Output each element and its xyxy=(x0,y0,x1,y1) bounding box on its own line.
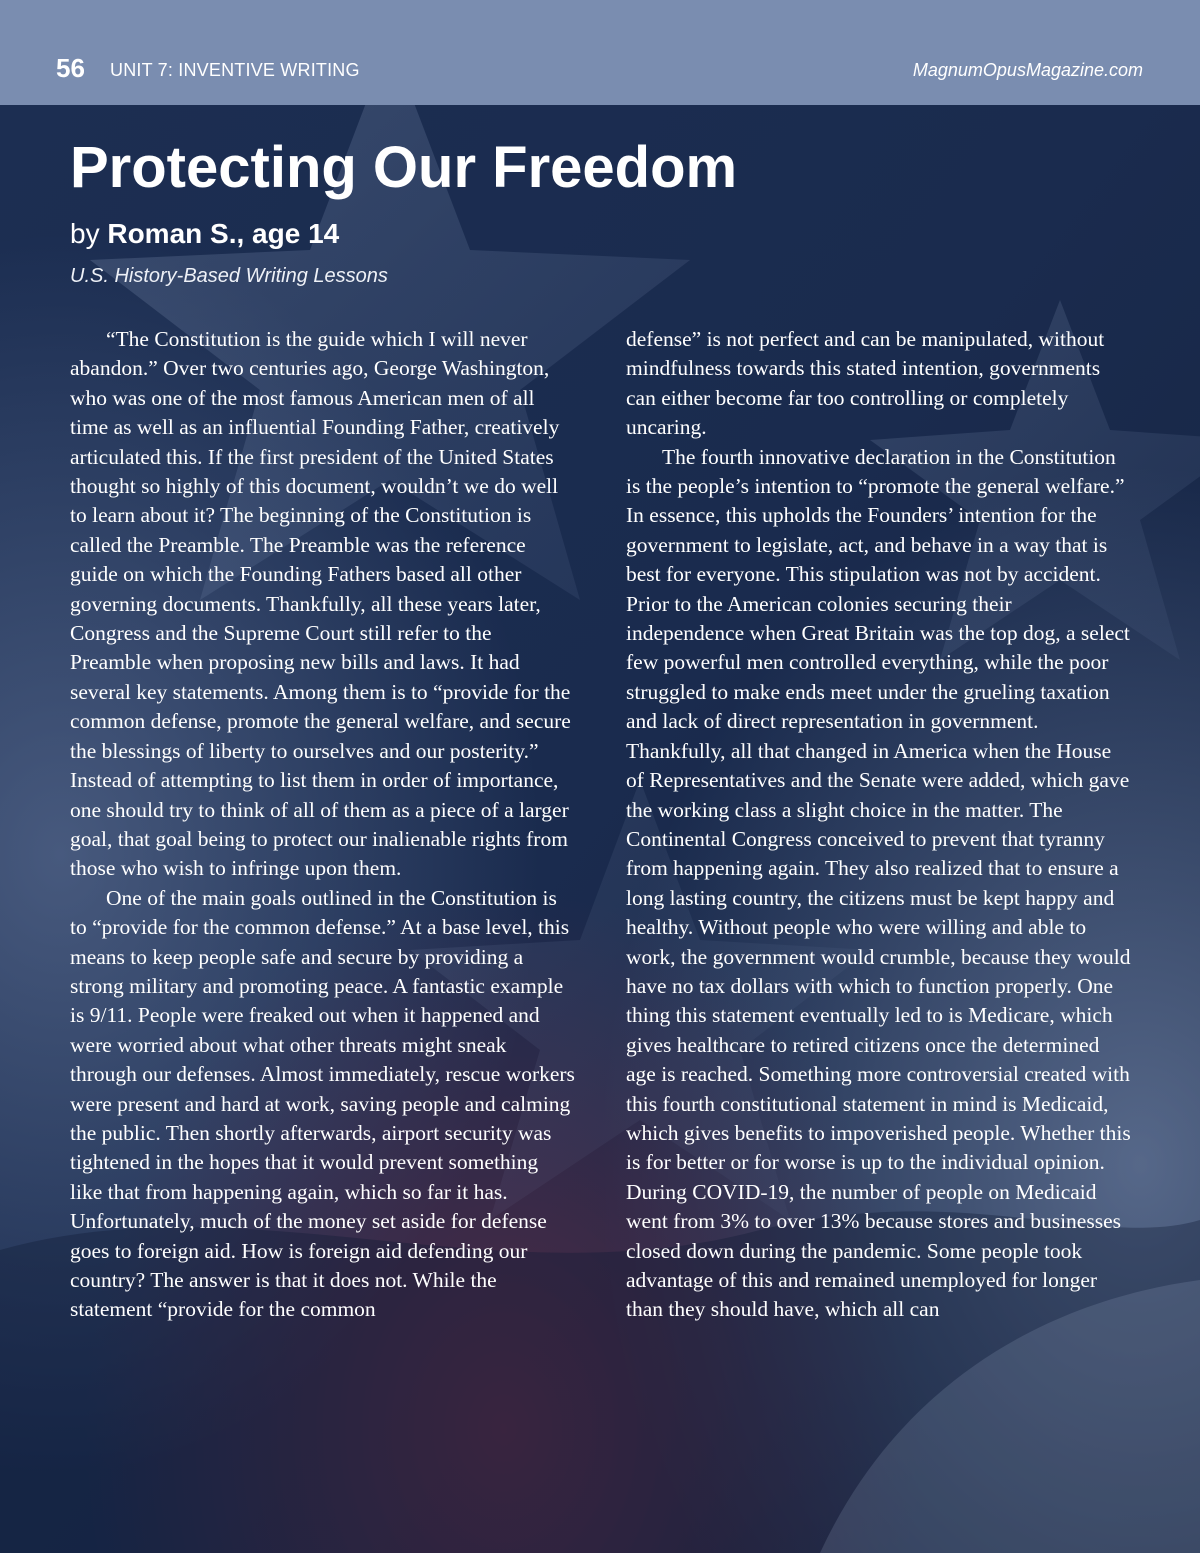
article-column-right xyxy=(626,325,1131,1325)
paragraph: defense” is not perfect and can be manipulated, without mindfulness towards this stated intention, governments can either become far too controlling or completely uncaring. xyxy=(626,327,1105,440)
byline xyxy=(70,214,339,254)
page-header xyxy=(0,0,1200,105)
article-column-left xyxy=(70,325,575,1325)
paragraph: “The Constitution is the guide which I will never abandon.” Over two centuries ago, George Washington, who was one of the most famous American men of all time as well as an influential Founding Father, creatively articulated this. If the first president of the United States thought so highly of this document, wouldn’t we do well to learn about it? The beginning of the Constitution is called the Preamble. The Preamble was the reference guide on which the Founding Fathers based all other governing documents. Thankfully, all these years later, Congress and the Supreme Court still refer to the Preamble when proposing new bills and laws. It had several key statements. Among them is to “provide for the common defense, promote the general welfare, and secure the blessings of liberty to ourselves and our posterity.” Instead of attempting to list them in order of importance, one should try to think of all of them as a piece of a larger goal, that goal being to protect our inalienable rights from those who wish to infringe upon them. xyxy=(70,327,571,881)
paragraph: The fourth innovative declaration in the Constitution is the people’s intention to “promote the general welfare.” In essence, this upholds the Founders’ intention for the government to legislate, act, and behave in a way that is best for everyone. This stipulation was not by accident. Prior to the American colonies securing their independence when Great Britain was the top dog, a select few powerful men controlled everything, while the poor struggled to make ends meet under the grueling taxation and lack of direct representation in government. Thankfully, all that changed in America when the House of Representatives and the Senate were added, which gave the working class a slight choice in the matter. The Continental Congress conceived to prevent that tyranny from happening again. They also realized that to ensure a long lasting country, the citizens must be kept happy and healthy. Without people who were willing and able to work, the government would crumble, because they would have no tax dollars with which to function properly. One thing this statement eventually led to is Medicare, which gives healthcare to retired citizens once the determined age is reached. Something more controversial created with this fourth constitutional statement in mind is Medicaid, which gives benefits to impoverished people. Whether this is for better or for worse is up to the individual opinion. During COVID-19, the number of people on Medicaid went from 3% to over 13% because stores and businesses closed down during the pandemic. Some people took advantage of this and remained unemployed for longer than they should have, which all can xyxy=(626,444,1131,1322)
site-link[interactable]: MagnumOpusMagazine.com xyxy=(912,60,1143,80)
unit-label: UNIT 7: INVENTIVE WRITING xyxy=(110,60,360,80)
page-number: 56 xyxy=(56,53,85,83)
article-title: Protecting Our Freedom xyxy=(70,135,738,200)
author-name: Roman S., age 14 xyxy=(107,218,340,249)
series-label: U.S. History-Based Writing Lessons xyxy=(70,265,388,287)
paragraph: One of the main goals outlined in the Constitution is to “provide for the common defense.” At a base level, this means to keep people safe and secure by providing a strong military and promoting peace. A fantastic example is 9/11. People were freaked out when it happened and were worried about what other threats might sneak through our defenses. Almost immediately, rescue workers were present and hard at work, saving people and calming the public. Then shortly afterwards, airport security was tightened in the hopes that it would prevent something like that from happening again, which so far it has. Unfortunately, much of the money set aside for defense goes to foreign aid. How is foreign aid defending our country? The answer is that it does not. While the statement “provide for the common xyxy=(70,885,575,1322)
byline-prefix: by xyxy=(70,218,100,249)
